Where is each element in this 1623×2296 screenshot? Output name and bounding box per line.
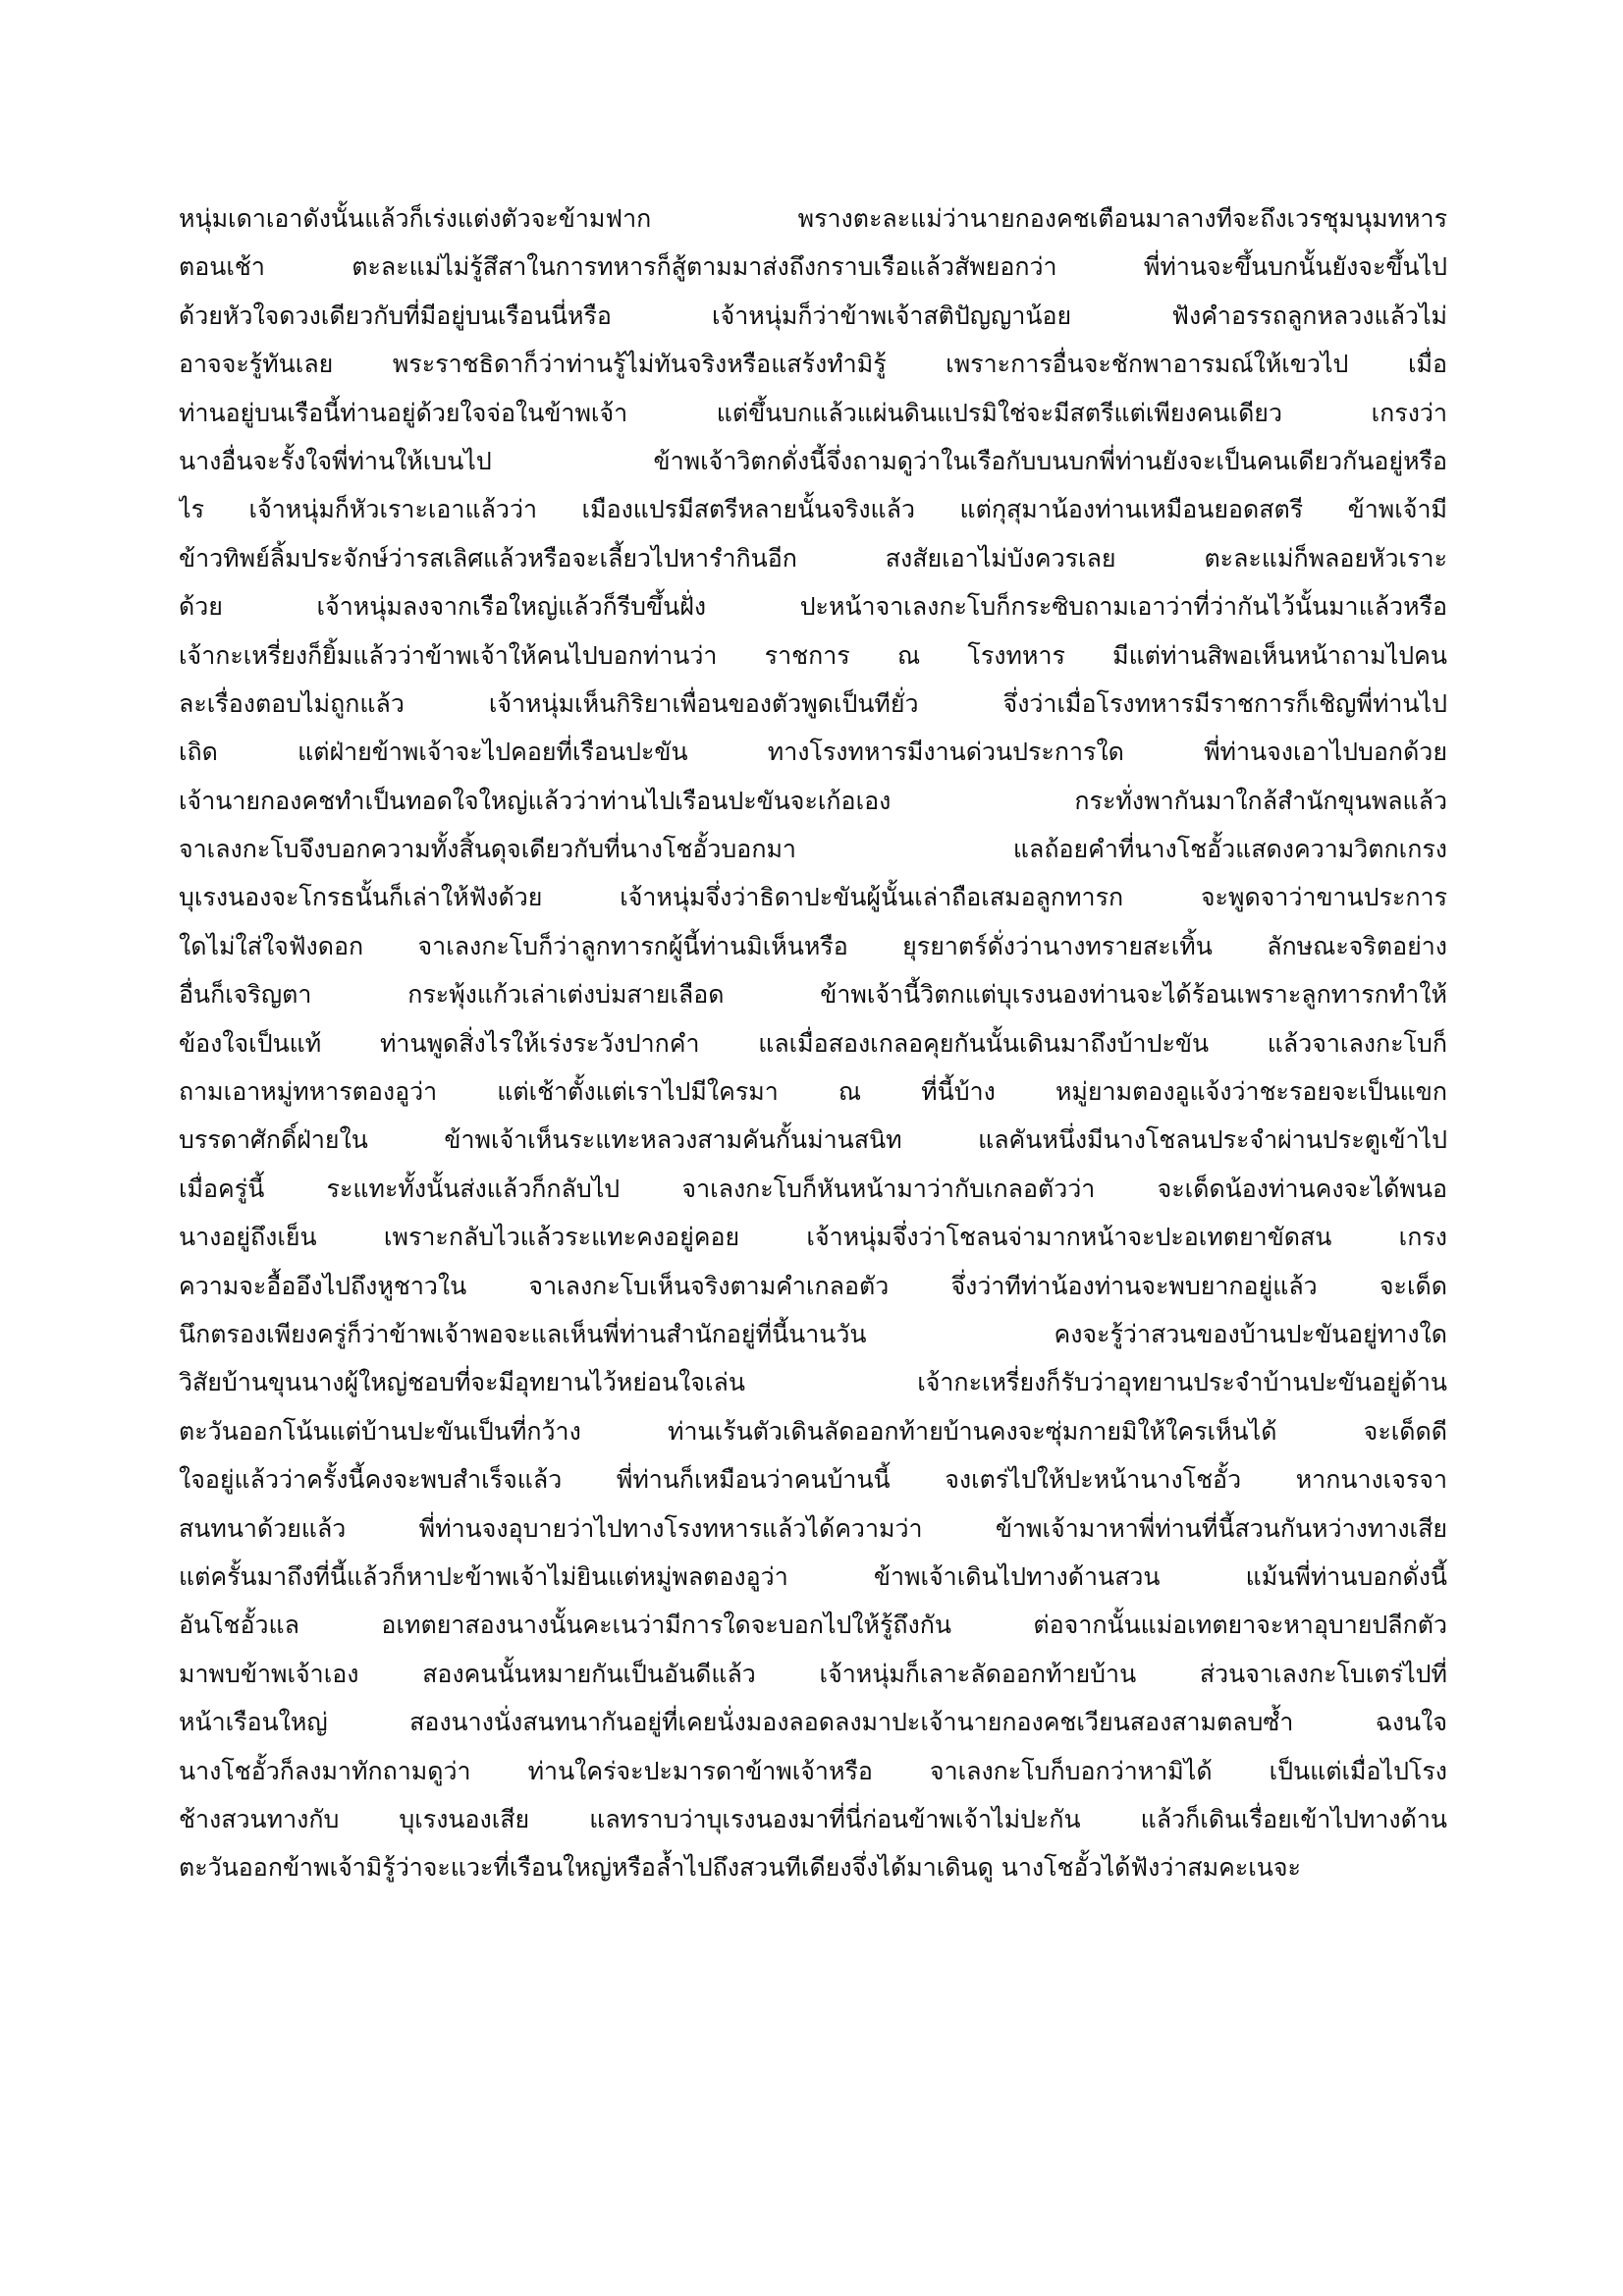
text-line: ด้วย เจ้าหนุ่มลงจากเรือใหญ่แล้วก็รีบขึ้นฝั่ง ปะหน้าจาเลงกะโบก็กระซิบถามเอาว่าที่ว่ากันไว้นั้นมาแล้วหรือ — [179, 592, 1447, 622]
text-line: อันโชอั้วแล อเทตยาสองนางนั้นคะเนว่ามีการใดจะบอกไปให้รู้ถึงกัน ต่อจากนั้นแม่อเทตยาจะหาอุบายปลีกตัว — [179, 1611, 1447, 1640]
text-line: ตะวันออกโน้นแต่บ้านปะขันเป็นที่กว้าง ท่านเร้นตัวเดินลัดออกท้ายบ้านคงจะซุ่มกายมิให้ใครเห็นได้ จะเด็ดดี — [179, 1416, 1447, 1446]
text-line: บรรดาศักดิ์ฝ่ายใน ข้าพเจ้าเห็นระแทะหลวงสามคันกั้นม่านสนิท แลคันหนึ่งมีนางโชลนประจำผ่านประตูเข้าไป — [179, 1125, 1447, 1155]
text-line: นางโชอั้วก็ลงมาทักถามดูว่า ท่านใคร่จะปะมารดาข้าพเจ้าหรือ จาเลงกะโบก็บอกว่าหามิได้ เป็นแต่เมื่อไปโรง — [179, 1756, 1447, 1785]
text-line: แต่ครั้นมาถึงที่นี้แล้วก็หาปะข้าพเจ้าไม่ยินแต่หมู่พลตองอูว่า ข้าพเจ้าเดินไปทางด้านสวน แม้นพี่ท่านบอกดั่งนี้ — [179, 1561, 1447, 1591]
text-line: อาจจะรู้ทันเลย พระราชธิดาก็ว่าท่านรู้ไม่ทันจริงหรือแสร้งทำมิรู้ เพราะการอื่นจะชักพาอารมณ์ให้เขวไป เมื่อ — [179, 350, 1447, 379]
text-line: ท่านอยู่บนเรือนี้ท่านอยู่ด้วยใจจ่อในข้าพเจ้า แต่ขึ้นบกแล้วแผ่นดินแปรมิใช่จะมีสตรีแต่เพียงคนเดียว เกรงว่า — [179, 398, 1447, 427]
body-text — [179, 194, 1447, 1892]
text-line: เถิด แต่ฝ่ายข้าพเจ้าจะไปคอยที่เรือนปะขัน ทางโรงทหารมีงานด่วนประการใด พี่ท่านจงเอาไปบอกด้วย — [179, 738, 1447, 767]
text-line: สนทนาด้วยแล้ว พี่ท่านจงอุบายว่าไปทางโรงทหารแล้วได้ความว่า ข้าพเจ้ามาหาพี่ท่านที่นี้สวนกันหว่างทางเสีย — [179, 1513, 1447, 1543]
text-line: อื่นก็เจริญตา กระพุ้งแก้วเล่าเต่งบ่มสายเลือด ข้าพเจ้านี้วิตกแต่บุเรงนองท่านจะได้ร้อนเพราะลูกทารกทำให้ — [179, 980, 1447, 1010]
text-line: ด้วยหัวใจดวงเดียวกับที่มีอยู่บนเรือนนี่หรือ เจ้าหนุ่มก็ว่าข้าพเจ้าสติปัญญาน้อย ฟังคำอรรถลูกหลวงแล้วไม่ — [179, 301, 1447, 330]
text-line: เมื่อครู่นี้ ระแทะทั้งนั้นส่งแล้วก็กลับไป จาเลงกะโบก็หันหน้ามาว่ากับเกลอตัวว่า จะเด็ดน้องท่านคงจะได้พนอ — [179, 1174, 1447, 1203]
text-line: นางอื่นจะรั้งใจพี่ท่านให้เบนไป ข้าพเจ้าวิตกดั่งนี้จึ่งถามดูว่าในเรือกับบนบกพี่ท่านยังจะเป็นคนเดียวกันอยู่หรือ — [179, 446, 1447, 475]
text-line: ใดไม่ใส่ใจฟังดอก จาเลงกะโบก็ว่าลูกทารกผู้นี้ท่านมิเห็นหรือ ยุรยาตร์ดั่งว่านางทรายสะเทิ้น ลักษณะจริตอย่าง — [179, 931, 1447, 960]
text-line: ไร เจ้าหนุ่มก็หัวเราะเอาแล้วว่า เมืองแปรมีสตรีหลายนั้นจริงแล้ว แต่กุสุมาน้องท่านเหมือนยอดสตรี ข้าพเจ้ามี — [179, 495, 1447, 524]
text-line: นางอยู่ถึงเย็น เพราะกลับไวแล้วระแทะคงอยู่คอย เจ้าหนุ่มจึ่งว่าโชลนจ่ามากหน้าจะปะอเทตยาขัดสน เกรง — [179, 1223, 1447, 1252]
text-line: ความจะอื้ออึงไปถึงหูชาวใน จาเลงกะโบเห็นจริงตามคำเกลอตัว จึ่งว่าทีท่าน้องท่านจะพบยากอยู่แล้ว จะเด็ด — [179, 1271, 1447, 1300]
text-line: ละเรื่องตอบไม่ถูกแล้ว เจ้าหนุ่มเห็นกิริยาเพื่อนของตัวพูดเป็นทียั่ว จึ่งว่าเมื่อโรงทหารมีราชการก็เชิญพี่ท่านไป — [179, 688, 1447, 718]
text-line: ใจอยู่แล้วว่าครั้งนี้คงจะพบสำเร็จแล้ว พี่ท่านก็เหมือนว่าคนบ้านนี้ จงเตร่ไปให้ปะหน้านางโชอั้ว หากนางเจรจา — [179, 1465, 1447, 1495]
text-line: นึกตรองเพียงครู่ก็ว่าข้าพเจ้าพอจะแลเห็นพี่ท่านสำนักอยู่ที่นี้นานวัน คงจะรู้ว่าสวนของบ้านปะขันอยู่ทางใด — [179, 1319, 1447, 1348]
text-line: หนุ่มเดาเอาดังนั้นแล้วก็เร่งแต่งตัวจะข้ามฟาก พรางตะละแม่ว่านายกองคชเตือนมาลางทีจะถึงเวรชุมนุมทหาร — [179, 204, 1447, 233]
text-line: ถามเอาหมู่ทหารตองอูว่า แต่เช้าตั้งแต่เราไปมีใครมา ณ ที่นี้บ้าง หมู่ยามตองอูแจ้งว่าชะรอยจะเป็นแขก — [179, 1077, 1447, 1107]
text-line: ข้าวทิพย์ลิ้มประจักษ์ว่ารสเลิศแล้วหรือจะเลี้ยวไปหารำกินอีก สงสัยเอาไม่บังควรเลย ตะละแม่ก็พลอยหัวเราะ — [179, 543, 1447, 573]
text-line: ข้องใจเป็นแท้ ท่านพูดสิ่งไรให้เร่งระวังปากคำ แลเมื่อสองเกลอคุยกันนั้นเดินมาถึงบ้าปะขัน แล้วจาเลงกะโบก็ — [179, 1028, 1447, 1058]
text-line: วิสัยบ้านขุนนางผู้ใหญ่ชอบที่จะมีอุทยานไว้หย่อนใจเล่น เจ้ากะเหรี่ยงก็รับว่าอุทยานประจำบ้านปะขันอยู่ด้าน — [179, 1368, 1447, 1397]
text-line: หน้าเรือนใหญ่ สองนางนั่งสนทนากันอยู่ที่เคยนั่งมองลอดลงมาปะเจ้านายกองคชเวียนสองสามตลบซ้ำ ฉงนใจ — [179, 1708, 1447, 1737]
text-line: มาพบข้าพเจ้าเอง สองคนนั้นหมายกันเป็นอันดีแล้ว เจ้าหนุ่มก็เลาะลัดออกท้ายบ้าน ส่วนจาเลงกะโบเตร่ไปที่ — [179, 1659, 1447, 1688]
text-line: ช้างสวนทางกับ บุเรงนองเสีย แลทราบว่าบุเรงนองมาที่นี่ก่อนข้าพเจ้าไม่ปะกัน แล้วก็เดินเรื่อยเข้าไปทางด้าน — [179, 1804, 1447, 1833]
text-line: เจ้ากะเหรี่ยงก็ยิ้มแล้วว่าข้าพเจ้าให้คนไปบอกท่านว่า ราชการ ณ โรงทหาร มีแต่ท่านสิพอเห็นหน้าถามไปคน — [179, 640, 1447, 670]
text-line: เจ้านายกองคชทำเป็นทอดใจใหญ่แล้วว่าท่านไปเรือนปะขันจะเก้อเอง กระทั่งพากันมาใกล้สำนักขุนพลแล้ว — [179, 786, 1447, 815]
text-line: ตะวันออกข้าพเจ้ามิรู้ว่าจะแวะที่เรือนใหญ่หรือล้ำไปถึงสวนทีเดียงจึ่งได้มาเดินดู นางโชอั้วได้ฟังว่าสมคะเนจะ — [179, 1853, 1301, 1883]
text-line: ตอนเช้า ตะละแม่ไม่รู้สึสาในการทหารก็สู้ตามมาส่งถึงกราบเรือแล้วสัพยอกว่า พี่ท่านจะขึ้นบกนั้นยังจะขึ้นไป — [179, 252, 1447, 282]
text-line: บุเรงนองจะโกรธนั้นก็เล่าให้ฟังด้วย เจ้าหนุ่มจึ่งว่าธิดาปะขันผู้นั้นเล่าถือเสมอลูกทารก จะพูดจาว่าขานประการ — [179, 883, 1447, 912]
text-line: จาเลงกะโบจึงบอกความทั้งสิ้นดุจเดียวกับที่นางโชอั้วบอกมา แลถ้อยคำที่นางโชอั้วแสดงความวิตกเกรง — [179, 835, 1447, 864]
